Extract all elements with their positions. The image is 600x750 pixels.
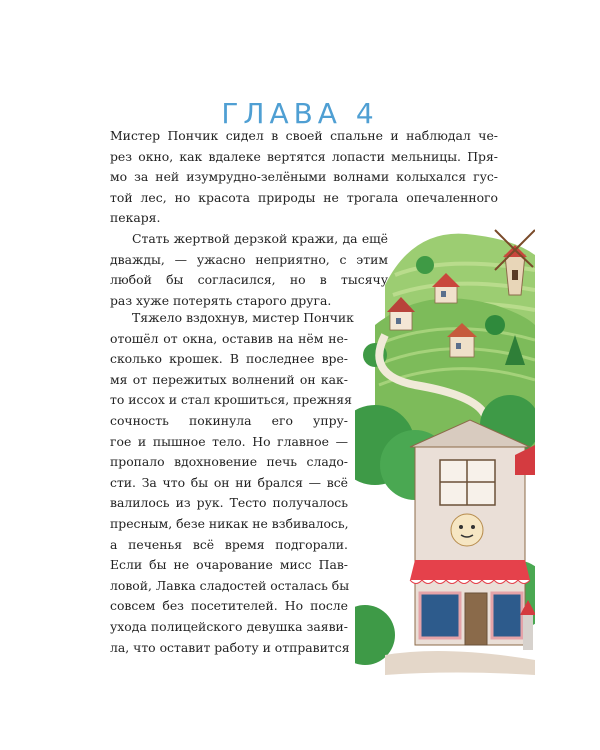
text-line: ухода полицейского девушка заяви- xyxy=(110,618,348,634)
ground xyxy=(385,651,535,675)
text-line: совсем без посетителей. Но после xyxy=(110,598,348,614)
awning xyxy=(410,560,530,580)
paragraph-3 xyxy=(110,308,354,658)
text-line: мо за ней изумрудно-зелёными волнами колыхался гус- xyxy=(110,169,498,185)
text-line: Стать жертвой дерзкой кражи, да ещё xyxy=(132,231,388,246)
text-line: то иссох и стал крошиться, прежняя xyxy=(110,392,352,408)
text-line: дважды, — ужасно неприятно, с этим xyxy=(110,251,388,267)
tree xyxy=(485,315,505,335)
text-line: любой бы согласился, но в тысячу xyxy=(110,272,388,288)
text-line: ла, что оставит работу и отправится xyxy=(110,639,350,655)
text-line: сколько крошек. В последнее вре- xyxy=(110,351,348,367)
text-line: сочность покинула его упру- xyxy=(110,412,348,428)
text-line: ловой, Лавка сладостей осталась бы xyxy=(110,577,350,593)
chapter-title: ГЛАВА 4 xyxy=(221,96,379,130)
donut-character xyxy=(451,514,483,546)
text-line: гое и пышное тело. Но главное — xyxy=(110,433,348,449)
text-line: Мистер Пончик сидел в своей спальне и наблюдал че- xyxy=(110,128,498,143)
bakery xyxy=(410,420,530,645)
paragraph-2 xyxy=(110,229,388,311)
text-line: раз хуже потерять старого друга. xyxy=(110,292,332,308)
text-line: той лес, но красота природы не трогала опечаленного xyxy=(110,189,498,205)
text-line: пропало вдохновение печь сладо- xyxy=(110,454,348,470)
text-line: пекаря. xyxy=(110,210,161,226)
village-illustration xyxy=(355,215,535,695)
text-line: сти. За что бы он ни брался — всё xyxy=(110,474,348,490)
text-line: рез окно, как вдалеке вертятся лопасти мельницы. Пря- xyxy=(110,148,498,164)
paragraph-1 xyxy=(110,126,498,229)
tree xyxy=(416,256,434,274)
text-line: а печенья всё время подгорали. xyxy=(110,536,348,552)
text-line: Если бы не очарование мисс Пав- xyxy=(110,557,348,573)
text-line: отошёл от окна, оставив на нём не- xyxy=(110,330,348,346)
text-line: валилось из рук. Тесто получалось xyxy=(110,495,348,511)
text-line: пресным, безе никак не взбивалось, xyxy=(110,515,349,531)
text-line: мя от пережитых волнений он как- xyxy=(110,371,348,387)
text-line: Тяжело вздохнув, мистер Пончик xyxy=(132,310,354,325)
